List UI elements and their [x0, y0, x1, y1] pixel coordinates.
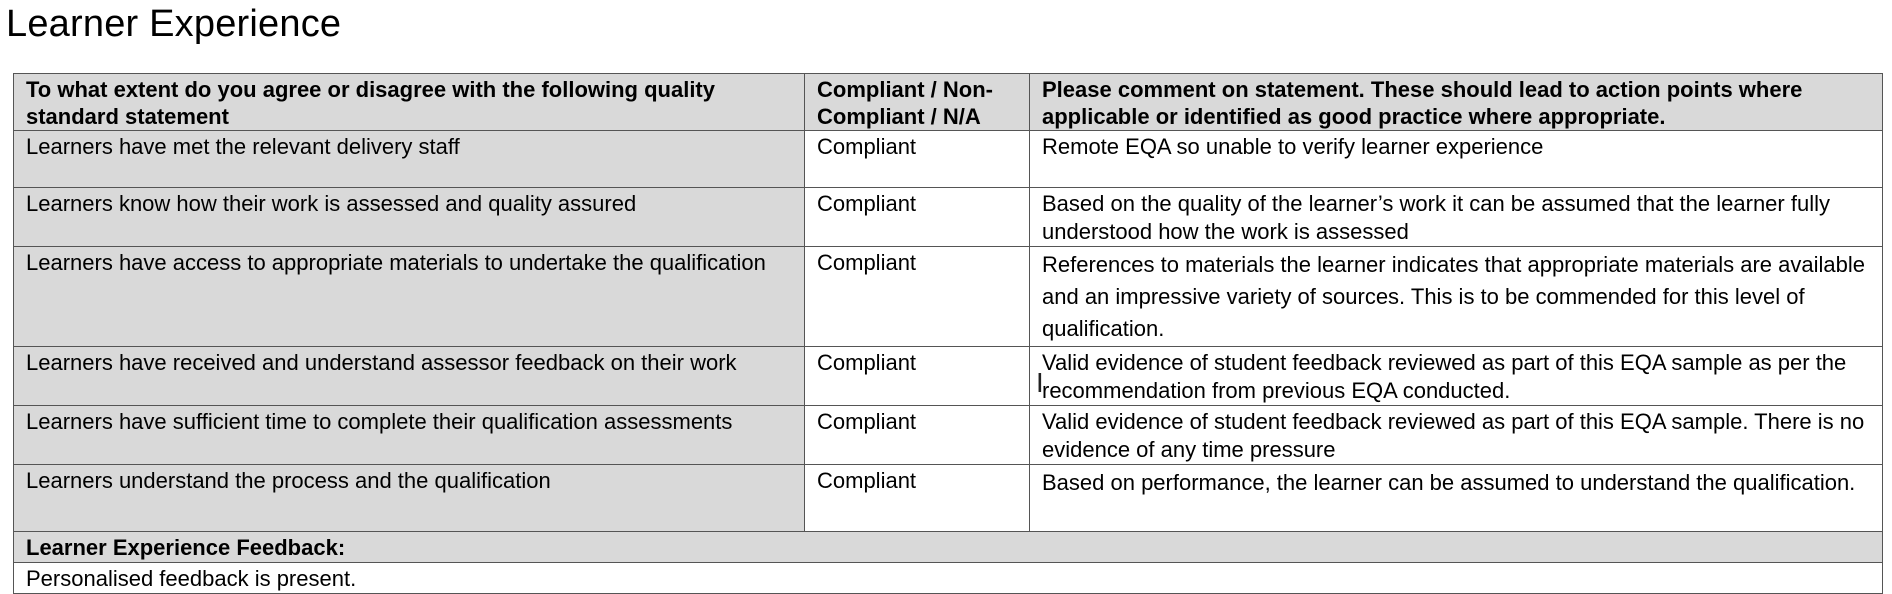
statement-cell: Learners have met the relevant delivery staff [14, 131, 805, 188]
compliance-cell[interactable]: Compliant [805, 347, 1030, 406]
comment-cell[interactable]: Valid evidence of student feedback reviewed as part of this EQA sample. There is no evidence of any time pressure [1030, 406, 1883, 465]
table-row [14, 347, 1883, 406]
header-compliance: Compliant / Non-Compliant / N/A [805, 74, 1030, 131]
statement-cell: Learners have sufficient time to complete their qualification assessments [14, 406, 805, 465]
table-header-row [14, 74, 1883, 131]
feedback-label-row [14, 532, 1883, 563]
compliance-cell[interactable]: Compliant [805, 406, 1030, 465]
comment-cell[interactable]: References to materials the learner indicates that appropriate materials are available and an impressive variety of sources. This is to be commended for this level of qualification. [1030, 247, 1883, 347]
table-row [14, 188, 1883, 247]
feedback-text[interactable]: Personalised feedback is present. [14, 563, 1883, 594]
header-comment: Please comment on statement. These should lead to action points where applicable or identified as good practice where appropriate. [1030, 74, 1883, 131]
comment-cell[interactable]: Remote EQA so unable to verify learner experience [1030, 131, 1883, 188]
comment-cell[interactable]: Based on the quality of the learner’s work it can be assumed that the learner fully understood how the work is assessed [1030, 188, 1883, 247]
comment-cell[interactable]: Based on performance, the learner can be assumed to understand the qualification. [1030, 465, 1883, 532]
compliance-cell[interactable]: Compliant [805, 188, 1030, 247]
statement-cell: Learners know how their work is assessed and quality assured [14, 188, 805, 247]
feedback-text-row [14, 563, 1883, 594]
compliance-cell[interactable]: Compliant [805, 247, 1030, 347]
page-title: Learner Experience [6, 3, 342, 45]
table-row [14, 131, 1883, 188]
learner-experience-table [13, 73, 1883, 594]
statement-cell: Learners understand the process and the qualification [14, 465, 805, 532]
comment-cell[interactable]: Valid evidence of student feedback reviewed as part of this EQA sample as per the recommendation from previous EQA conducted. [1030, 347, 1883, 406]
text-cursor-icon: I [1036, 369, 1044, 399]
statement-cell: Learners have received and understand assessor feedback on their work [14, 347, 805, 406]
feedback-label: Learner Experience Feedback: [14, 532, 1883, 563]
statement-cell: Learners have access to appropriate materials to undertake the qualification [14, 247, 805, 347]
compliance-cell[interactable]: Compliant [805, 465, 1030, 532]
header-statement: To what extent do you agree or disagree with the following quality standard statement [14, 74, 805, 131]
table-row [14, 465, 1883, 532]
table-row [14, 406, 1883, 465]
table-row [14, 247, 1883, 347]
compliance-cell[interactable]: Compliant [805, 131, 1030, 188]
